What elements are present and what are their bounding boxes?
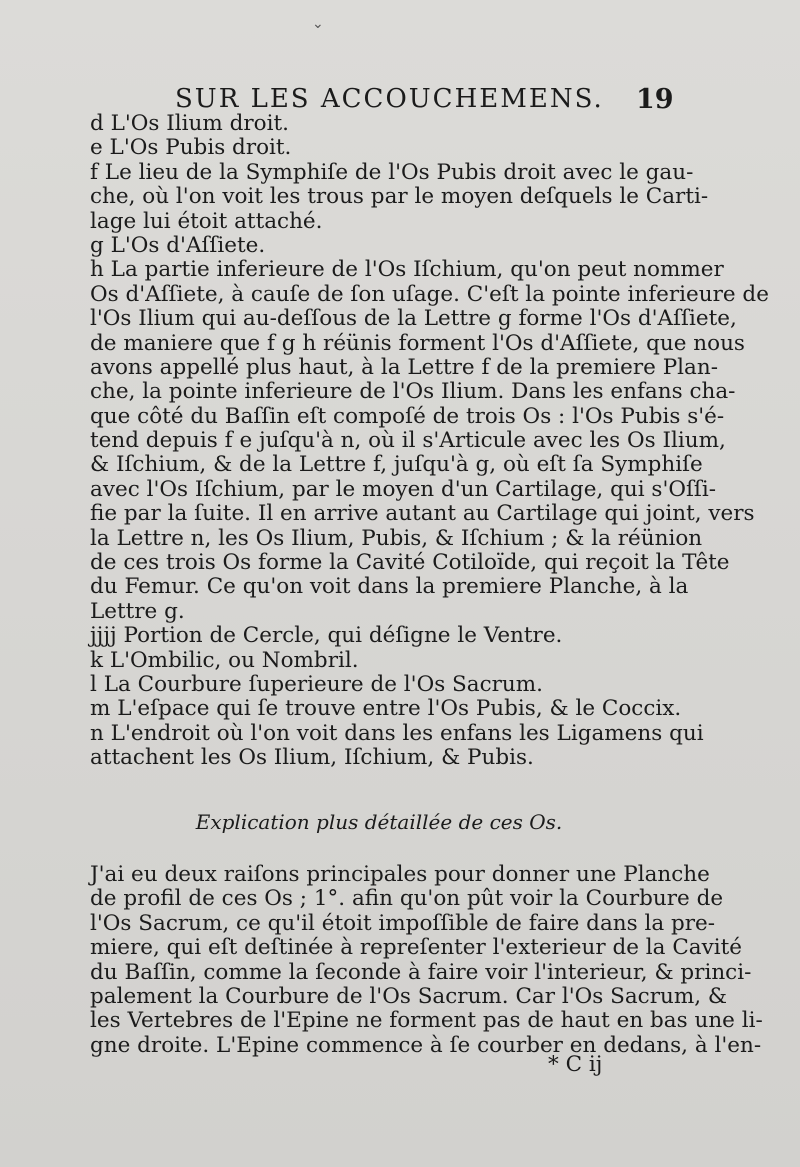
text-line: l'Os Ilium qui au-deſſous de la Lettre g forme l'Os d'Aſſiete, <box>90 306 737 332</box>
paragraph-line: gne droite. L'Epine commence à ſe courber en dedans, à l'en- <box>90 1032 762 1058</box>
text-line: attachent les Os Ilium, Iſchium, & Pubis. <box>90 745 534 771</box>
running-title: SUR LES ACCOUCHEMENS. <box>175 84 604 114</box>
text-line: avec l'Os Iſchium, par le moyen d'un Cartilage, qui s'Oſſi- <box>90 476 717 502</box>
spacer <box>90 834 668 863</box>
text-line: de ces trois Os forme la Cavité Cotiloïde, qui reçoit la Tête <box>90 550 730 576</box>
text-line: che, la pointe inferieure de l'Os Ilium. Dans les enfans cha- <box>90 379 736 405</box>
paragraph-line: du Baſſin, comme la ſeconde à faire voir l'interieur, & princi- <box>90 959 752 985</box>
legend-line-n: n L'endroit où l'on voit dans les enfans les Ligamens qui <box>90 720 704 746</box>
legend-line-d: d L'Os Ilium droit. <box>90 111 289 136</box>
page-mark: ⌄ <box>312 16 324 32</box>
text-line: que côté du Baſſin eſt compoſé de trois Os : l'Os Pubis s'é- <box>90 403 725 429</box>
legend-line-e: e L'Os Pubis droit. <box>90 135 292 161</box>
spacer <box>90 771 668 810</box>
paragraph-line: de profil de ces Os ; 1°. afin qu'on pût voir la Courbure de <box>90 886 724 912</box>
text-line: du Femur. Ce qu'on voit dans la premiere Planche, à la <box>90 574 689 600</box>
legend-line-l: l La Courbure ſuperieure de l'Os Sacrum. <box>90 671 543 697</box>
page-body <box>90 111 769 1058</box>
text-line: che, où l'on voit les trous par le moyen deſquels le Carti- <box>90 184 709 210</box>
signature-mark: * C ij <box>548 1052 603 1077</box>
legend-line-m: m L'eſpace qui ſe trouve entre l'Os Pubis, & le Coccix. <box>90 696 682 722</box>
text-line: de maniere que f g h réünis forment l'Os d'Aſſiete, que nous <box>90 330 745 356</box>
paragraph-line: J'ai eu deux raiſons principales pour donner une Planche <box>90 861 710 887</box>
text-line: la Lettre n, les Os Ilium, Pubis, & Iſchium ; & la réünion <box>90 525 703 551</box>
legend-line-h: h La partie inferieure de l'Os Iſchium, qu'on peut nommer <box>90 257 724 283</box>
text-line: avons appellé plus haut, à la Lettre f de la premiere Plan- <box>90 354 718 380</box>
paragraph-line: l'Os Sacrum, ce qu'il étoit impoſſible de faire dans la pre- <box>90 910 716 936</box>
text-line: lage lui étoit attaché. <box>90 208 323 234</box>
legend-line-k: k L'Ombilic, ou Nombril. <box>90 647 359 673</box>
text-line: & Iſchium, & de la Lettre f, juſqu'à g, où eſt ſa Symphiſe <box>90 452 703 478</box>
text-line: tend depuis f e juſqu'à n, où il s'Articule avec les Os Ilium, <box>90 428 726 454</box>
text-line: fie par la ſuite. Il en arrive autant au Cartilage qui joint, vers <box>90 501 755 527</box>
paragraph-line: palement la Courbure de l'Os Sacrum. Car l'Os Sacrum, & <box>90 983 728 1009</box>
legend-line-jjjj: jjjj Portion de Cercle, qui déſigne le Ventre. <box>90 623 563 649</box>
paragraph-line: les Vertebres de l'Epine ne forment pas de haut en bas une li- <box>90 1008 763 1034</box>
legend-line-g: g L'Os d'Aſſiete. <box>90 232 266 258</box>
text-line: Os d'Aſſiete, à cauſe de ſon uſage. C'eſt la pointe inferieure de <box>90 281 769 307</box>
page-number: 19 <box>636 84 674 115</box>
text-line: Lettre g. <box>90 598 185 624</box>
paragraph-line: miere, qui eſt deſtinée à repreſenter l'exterieur de la Cavité <box>90 935 742 961</box>
legend-line-f: f Le lieu de la Symphiſe de l'Os Pubis droit avec le gau- <box>90 159 694 185</box>
section-title: Explication plus détaillée de ces Os. <box>195 809 563 834</box>
